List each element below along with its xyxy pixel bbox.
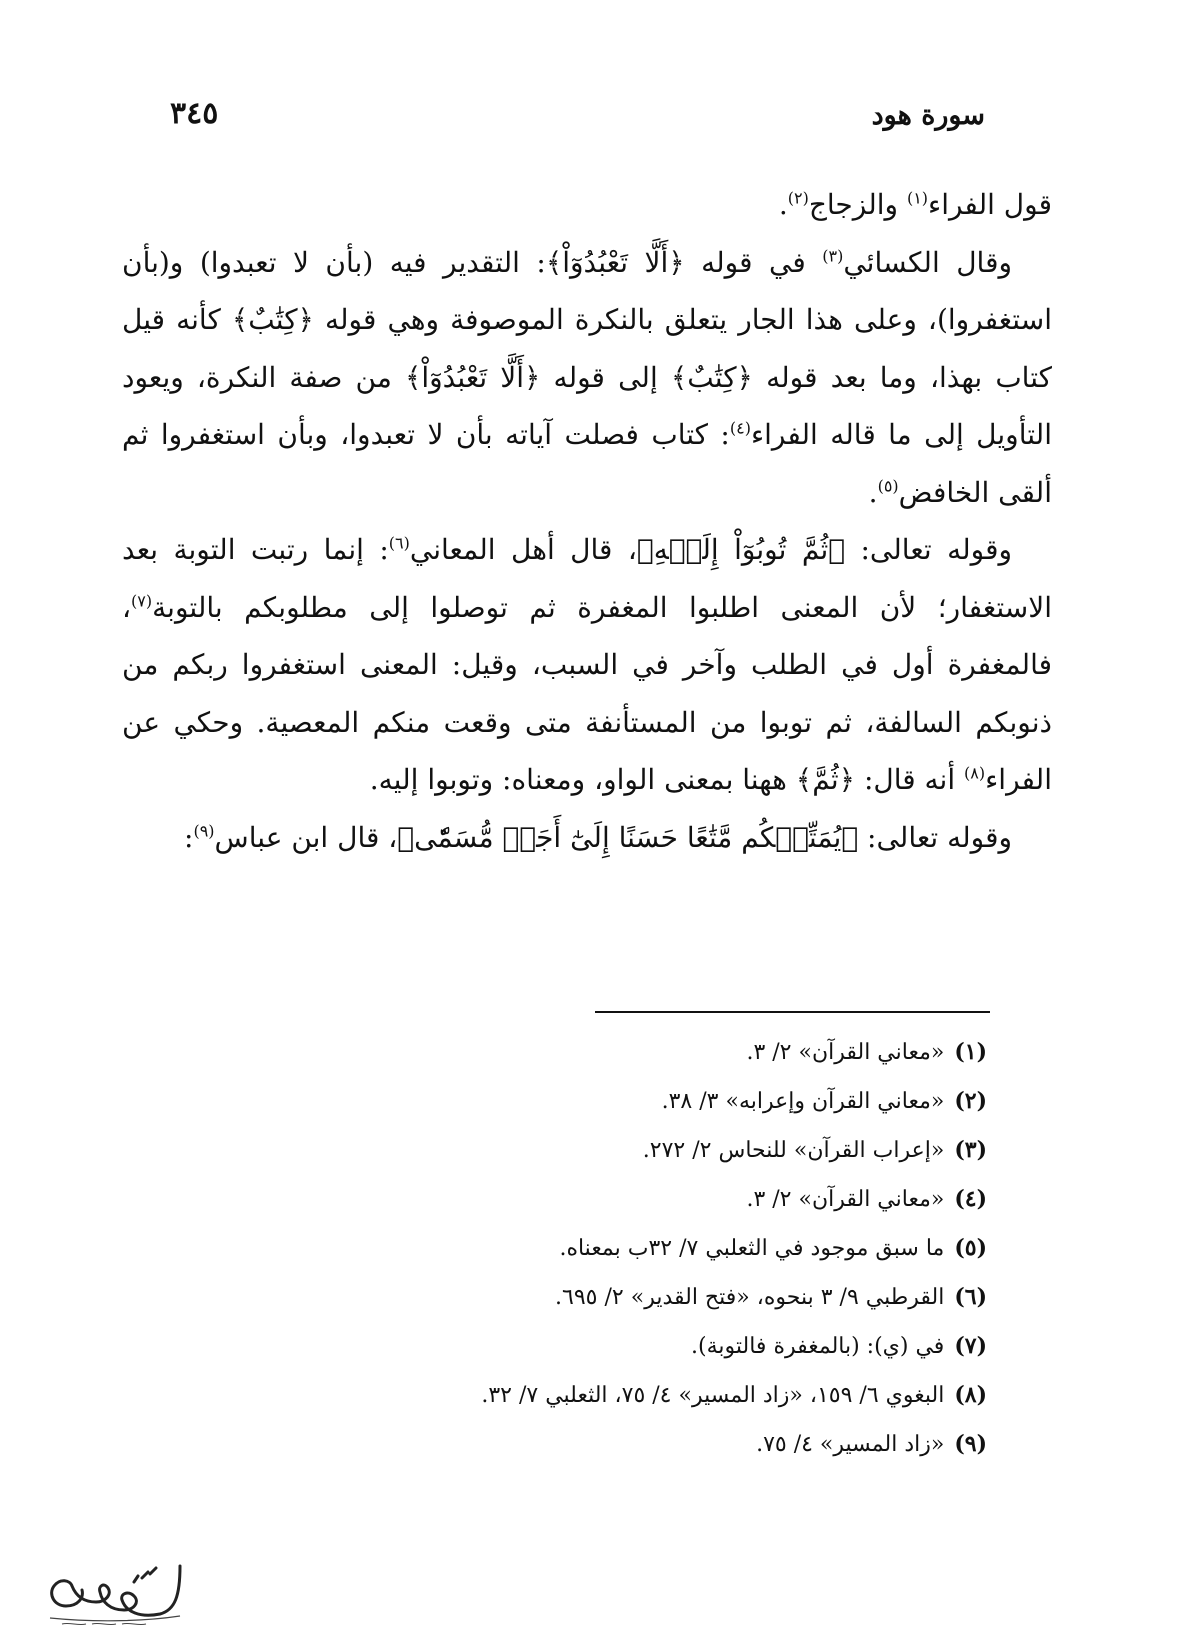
footnote-item	[127, 1077, 987, 1126]
footnote-number: (٨)	[954, 1382, 987, 1408]
footnote-text: في (ي): (بالمغفرة فالتوبة).	[691, 1334, 945, 1359]
footnote-text: «معاني القرآن» ٢/ ٣.	[746, 1187, 945, 1212]
footnote-text: القرطبي ٩/ ٣ بنحوه، «فتح القدير» ٢/ ٦٩٥.	[555, 1285, 945, 1310]
footnote-divider	[595, 1011, 990, 1013]
text-run: : كتاب فصلت آياته بأن لا تعبدوا، وبأن استغفروا ثم ألقى الخافض	[122, 418, 1052, 509]
footnote-number: (٤)	[954, 1186, 987, 1212]
footnote-text: «معاني القرآن» ٢/ ٣.	[746, 1040, 945, 1065]
paragraph	[122, 521, 1052, 809]
publisher-logo	[30, 1552, 190, 1632]
text-run: ، فالمغفرة أول في الطلب وآخر في السبب، وقيل: المعنى استغفروا ربكم من ذنوبكم السالفة، ثم توبوا من المستأنفة متى وقعت منكم المعصية. وحكي عن الفراء	[122, 590, 1052, 796]
footnote-text: البغوي ٦/ ١٥٩، «زاد المسير» ٤/ ٧٥، الثعلبي ٧/ ٣٢.	[481, 1383, 945, 1408]
footnote-marker: (٨)	[964, 763, 986, 783]
footnote-text: «إعراب القرآن» للنحاس ٢/ ٢٧٢.	[642, 1138, 945, 1163]
footnote-item	[127, 1126, 987, 1175]
footnote-item	[127, 1224, 987, 1273]
footnote-number: (٣)	[954, 1137, 987, 1163]
footnote-number: (٦)	[954, 1284, 987, 1310]
text-run: في قوله ﴿أَلَّا تَعْبُدُوٓاْ﴾: التقدير فيه (بأن لا تعبدوا) و(بأن استغفروا)، وعلى هذا الجار يتعلق بالنكرة الموصوفة وهي قوله ﴿كِتَٰبٌ﴾ كأنه قيل كتاب بهذا، وما بعد قوله ﴿كِتَٰبٌ﴾ إلى قوله ﴿أَلَّا تَعْبُدُوٓاْ﴾ من صفة النكرة، ويعود التأويل إلى ما قاله الفراء	[122, 245, 1052, 451]
footnote-marker: (٢)	[787, 188, 809, 208]
footnote-marker: (٧)	[131, 591, 153, 611]
footnote-marker: (٤)	[729, 418, 751, 438]
paragraph	[122, 809, 1052, 867]
text-run: وقوله تعالى: ﴿يُمَتِّعۡكُم مَّتَٰعًا حَسَنًا إِلَىٰٓ أَجَلٖ مُّسَمّٗى﴾، قال ابن عباس	[214, 820, 1012, 854]
footnote-item	[127, 1175, 987, 1224]
footnote-number: (٩)	[954, 1431, 987, 1457]
footnote-marker: (٩)	[193, 821, 215, 841]
footnote-marker: (٥)	[877, 476, 899, 496]
surah-title: سورة هود	[871, 100, 985, 131]
footnote-text: «زاد المسير» ٤/ ٧٥.	[756, 1432, 945, 1457]
page-header	[170, 96, 985, 140]
footnote-text: ما سبق موجود في الثعلبي ٧/ ٣٢ب بمعناه.	[559, 1236, 945, 1261]
paragraph	[122, 234, 1052, 522]
footnote-item	[127, 1273, 987, 1322]
text-run: والزجاج	[808, 188, 907, 221]
footnote-item	[127, 1420, 987, 1469]
text-run: وقال الكسائي	[843, 245, 1012, 279]
footnote-marker: (٦)	[388, 533, 410, 553]
text-run: : إنما رتبت التوبة بعد الاستغفار؛ لأن المعنى اطلبوا المغفرة ثم توصلوا إلى مطلوبكم بالتوبة	[122, 533, 1052, 624]
page-number: ٣٤٥	[170, 96, 219, 131]
text-run: .	[778, 188, 788, 221]
footnote-item	[127, 1028, 987, 1077]
footnote-text: «معاني القرآن وإعرابه» ٣/ ٣٨.	[661, 1089, 945, 1114]
footnote-number: (٢)	[954, 1088, 987, 1114]
footnote-item	[127, 1322, 987, 1371]
footnote-number: (٧)	[954, 1333, 987, 1359]
text-run: أنه قال: ﴿ثُمَّ﴾ ههنا بمعنى الواو، ومعناه: وتوبوا إليه.	[369, 763, 965, 796]
text-run: :	[184, 820, 194, 854]
footnote-item	[127, 1371, 987, 1420]
text-run: وقوله تعالى: ﴿ثُمَّ تُوبُوٓاْ إِلَيۡهِ﴾، قال أهل المعاني	[409, 533, 1012, 566]
footnote-number: (١)	[954, 1039, 987, 1065]
footnote-marker: (٣)	[822, 246, 844, 266]
main-text	[122, 176, 1052, 866]
footnote-number: (٥)	[954, 1235, 987, 1261]
text-run: قول الفراء	[928, 188, 1052, 221]
paragraph	[122, 176, 1052, 234]
footnotes	[127, 1028, 987, 1469]
text-run: .	[868, 475, 878, 509]
footnote-marker: (١)	[906, 188, 929, 208]
